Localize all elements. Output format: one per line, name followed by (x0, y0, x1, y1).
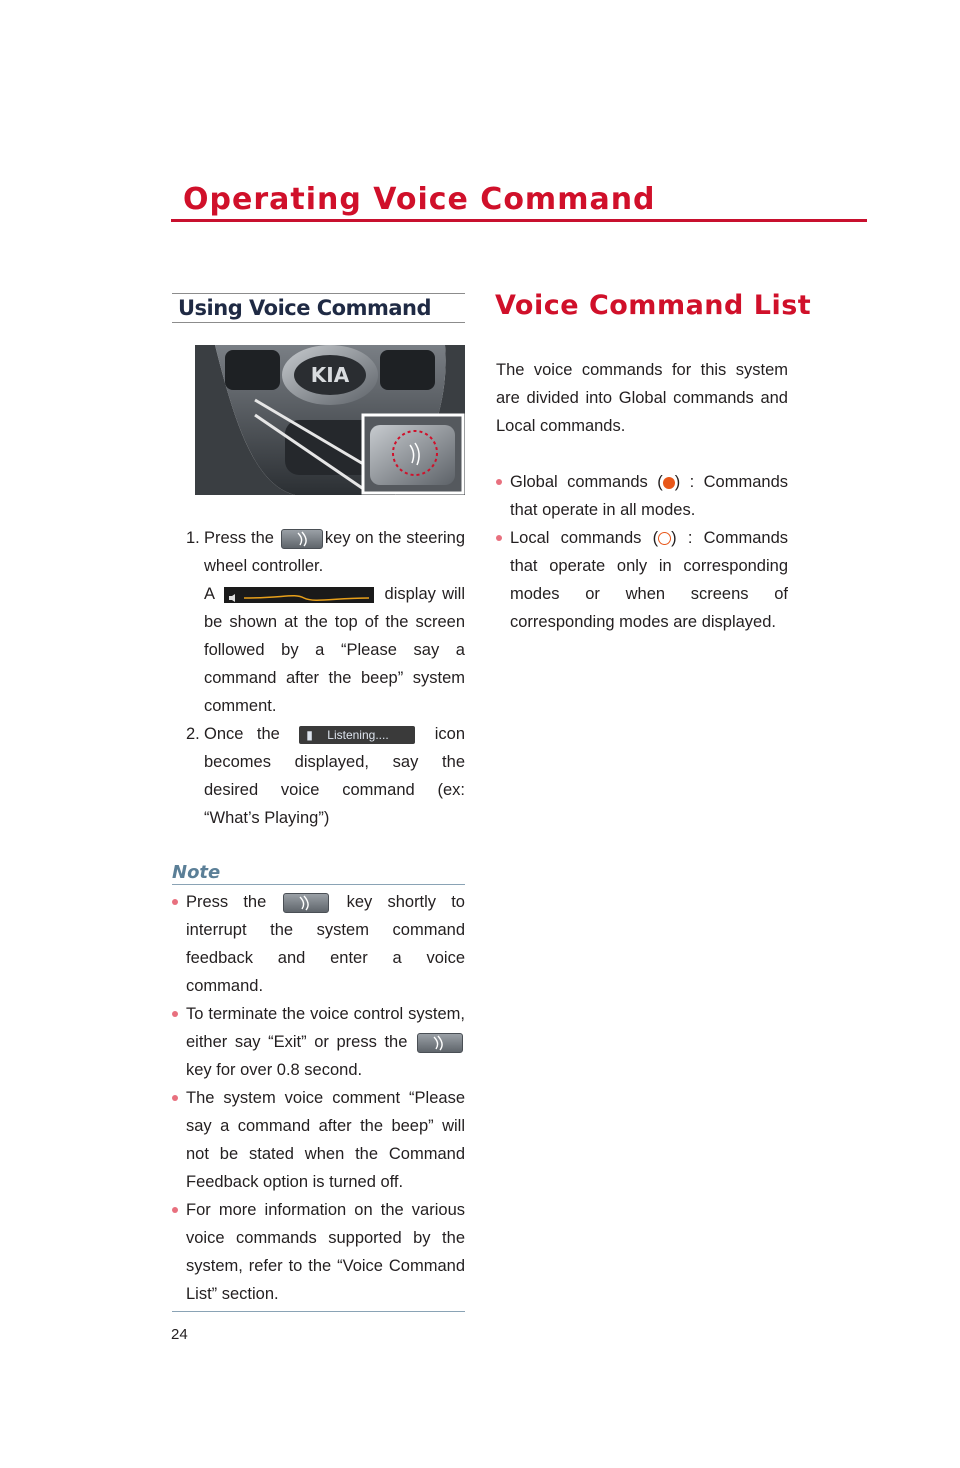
note-text: key shortly to interrupt the system command feedback and enter a voice command. (186, 893, 465, 995)
step-number: 1. (186, 529, 200, 547)
section-heading (172, 293, 465, 323)
step-number: 2. (186, 725, 200, 743)
note-bottom-rule (172, 1311, 465, 1312)
listening-label: Listening.... (327, 727, 389, 742)
command-type-item (496, 524, 788, 636)
title-rule (171, 219, 867, 222)
voice-command-list-title: Voice Command List (495, 290, 812, 321)
note-item (172, 888, 465, 1000)
command-type-text: ) : Commands that operate only in corresponding modes or when screens of corresponding modes are displayed. (510, 529, 788, 631)
note-text: key for over 0.8 second. (186, 1061, 363, 1079)
step-text: Press the (204, 529, 274, 547)
note-item (172, 1196, 465, 1308)
step-text: key on the steering wheel controller. (204, 529, 466, 575)
note-item (172, 1084, 465, 1196)
listening-icon (299, 726, 415, 744)
command-type-item (496, 468, 788, 524)
voice-key-icon (417, 1033, 463, 1053)
step-text: icon becomes displayed, say the desired voice command (ex: “What’s Playing”) (204, 725, 466, 827)
note-text: The system voice comment “Please say a command after the beep” will not be stated when the Command Feedback option is turned off. (186, 1089, 465, 1191)
intro-text: The voice commands for this system are divided into Global commands and Local commands. (496, 361, 788, 435)
note-text: For more information on the various voice commands supported by the system, refer to the “Voice Command List” section. (186, 1201, 465, 1303)
note-list (172, 888, 465, 1308)
page-title: Operating Voice Command (183, 182, 656, 217)
bullet-icon (172, 1011, 178, 1017)
bullet-icon (172, 899, 178, 905)
step-2 (186, 720, 465, 832)
command-type-text: Local commands ( (510, 529, 659, 547)
note-text: To terminate the voice control system, either say “Exit” or press the (186, 1005, 465, 1051)
step-1 (186, 524, 465, 720)
voice-key-icon (283, 893, 329, 913)
step-text: display will be shown at the top of the screen followed by a “Please say a command after the beep” system comment. (204, 585, 465, 715)
step-text: A (204, 585, 215, 603)
note-title: Note (172, 862, 221, 883)
note-text: Press the (186, 893, 267, 911)
page-number: 24 (171, 1326, 188, 1343)
mic-icon: ▮ (306, 727, 313, 742)
section-title: Using Voice Command (178, 296, 432, 320)
bullet-icon (496, 479, 502, 485)
steering-wheel-image (195, 345, 465, 495)
voice-display-bar-icon (224, 587, 374, 603)
bullet-icon (172, 1207, 178, 1213)
note-heading (172, 862, 465, 885)
note-item (172, 1000, 465, 1084)
command-type-text: ) : Commands that operate in all modes. (510, 473, 788, 519)
global-dot-icon (663, 477, 675, 489)
local-dot-icon (658, 532, 671, 545)
svg-text:KIA: KIA (310, 363, 350, 387)
bullet-icon (496, 535, 502, 541)
step-text: Once the (204, 725, 280, 743)
voice-key-icon (281, 529, 323, 549)
command-type-text: Global commands ( (510, 473, 663, 491)
command-type-list (496, 468, 788, 636)
bullet-icon (172, 1095, 178, 1101)
